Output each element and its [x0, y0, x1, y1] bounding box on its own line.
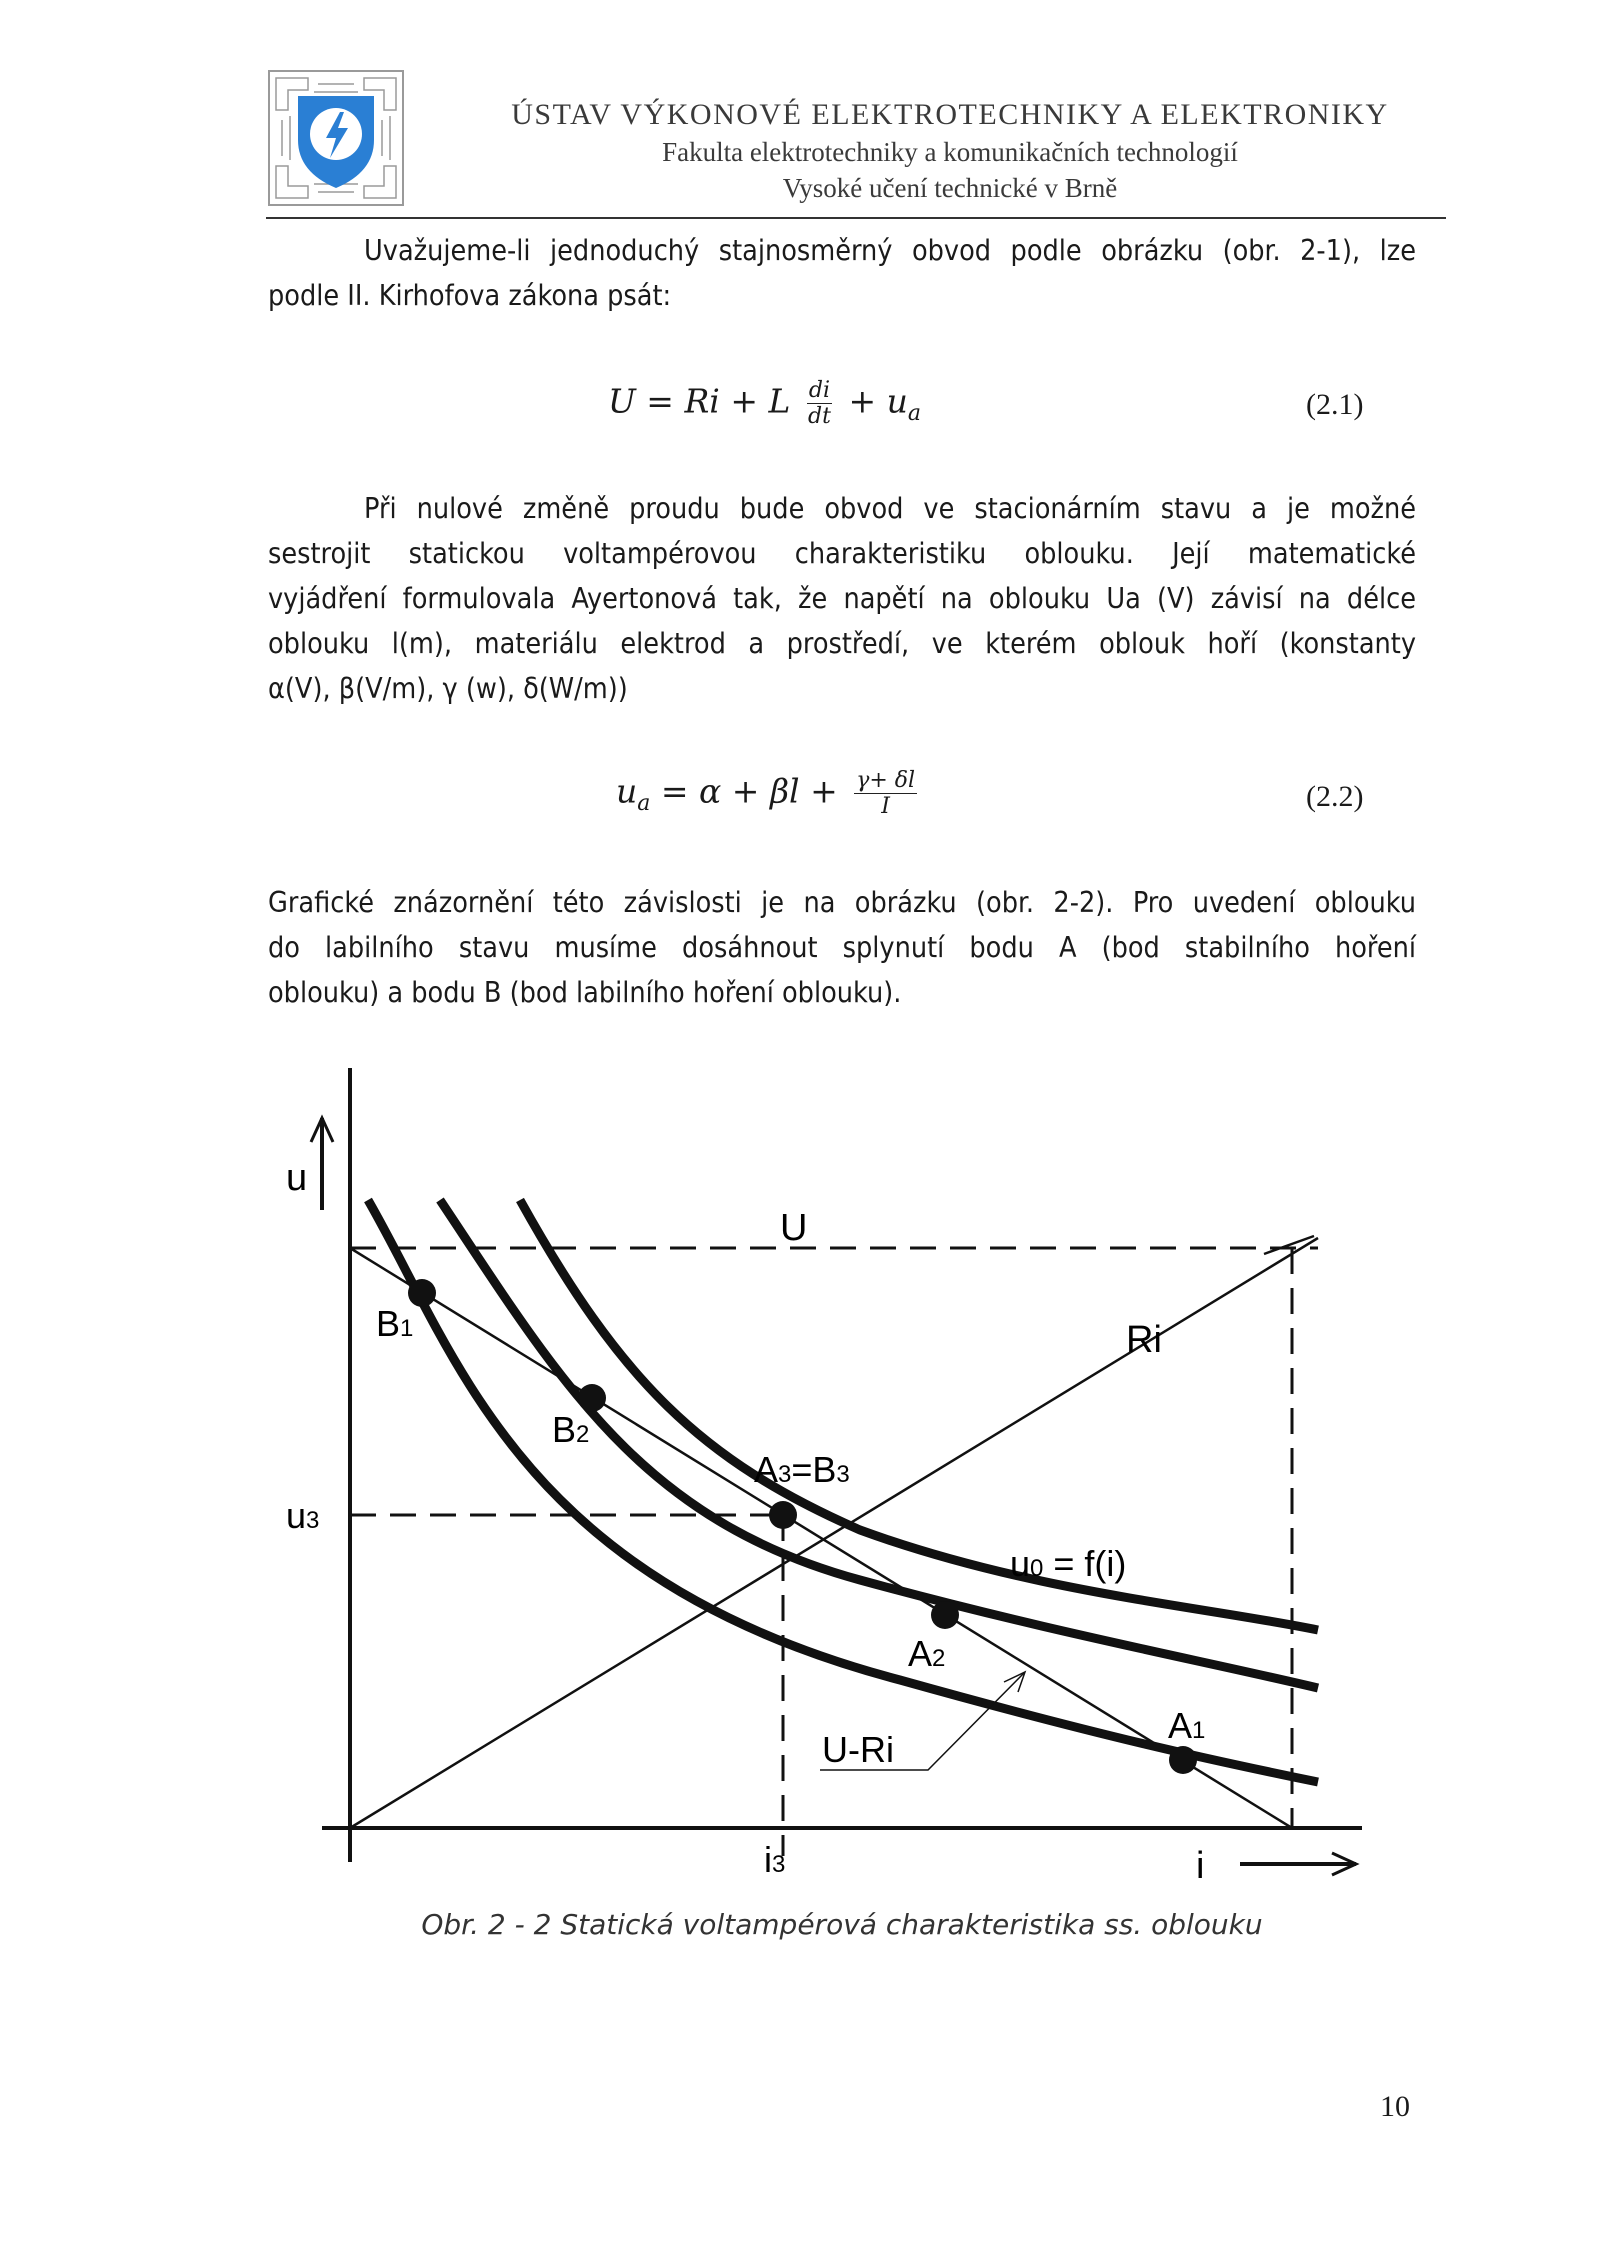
paragraph-3-line: do labilního stavu musíme dosáhnout splynutí bodu A (bod stabilního hoření	[268, 931, 1416, 964]
axis-label-u: u	[286, 1157, 308, 1199]
point-a1	[1169, 1746, 1197, 1774]
fraction-numerator: γ+ δl	[856, 768, 916, 793]
paragraph-2-line: oblouku l(m), materiálu elektrod a prostředí, ve kterém oblouk hoří (konstanty	[268, 627, 1416, 660]
paragraph-2-line: Při nulové změně proudu bude obvod ve stacionárním stavu a je možné	[364, 492, 1416, 525]
fraction-denominator: I	[881, 794, 890, 819]
label-ri: Ri	[1126, 1319, 1162, 1361]
label-u-ri: U-Ri	[822, 1729, 894, 1770]
paragraph-1-line: podle II. Kirhofova zákona psát:	[268, 279, 672, 312]
paragraph-2-line: α(V), β(V/m), γ (w), δ(W/m))	[268, 672, 628, 705]
label-a1: A1	[1168, 1705, 1206, 1746]
equation-rhs: + u	[848, 381, 908, 421]
equation-number: (2.1)	[1306, 388, 1364, 421]
paragraph-2-line: sestrojit statickou voltampérovou charakteristiku oblouku. Její matematické	[268, 537, 1416, 570]
label-a3-b3: A3=B3	[754, 1449, 850, 1490]
equation-subscript: a	[907, 401, 922, 427]
header-institute: ÚSTAV VÝKONOVÉ ELEKTROTECHNIKY A ELEKTRONIKY	[511, 98, 1389, 131]
paragraph-3-line: oblouku) a bodu B (bod labilního hoření oblouku).	[268, 976, 902, 1009]
header-university: Vysoké učení technické v Brně	[782, 173, 1118, 203]
label-b2: B2	[552, 1409, 590, 1450]
paragraph-2-line: vyjádření formulovala Ayertonová tak, že napětí na oblouku Ua (V) závisí na délce	[268, 582, 1416, 615]
label-a2: A2	[908, 1633, 946, 1674]
equation-lhs: u	[616, 771, 638, 811]
label-u0-fi: u0 = f(i)	[1010, 1543, 1127, 1584]
label-source-voltage: U	[780, 1207, 808, 1249]
point-a3-b3	[769, 1501, 797, 1529]
equation-number: (2.2)	[1306, 780, 1364, 813]
fraction-denominator: dt	[807, 404, 831, 429]
point-b1	[408, 1279, 436, 1307]
axis-label-i: i	[1196, 1845, 1205, 1887]
point-a2	[931, 1601, 959, 1629]
fraction-numerator: di	[808, 378, 831, 403]
equation-middle: = α + βl +	[660, 771, 838, 811]
paragraph-3-line: Grafické znázornění této závislosti je na obrázku (obr. 2-2). Pro uvedení oblouku	[268, 886, 1416, 919]
point-b2	[578, 1384, 606, 1412]
page-number: 10	[1380, 2090, 1410, 2123]
label-i3: i3	[764, 1839, 786, 1880]
paragraph-1-line: Uvažujeme-li jednoduchý stajnosměrný obvod podle obrázku (obr. 2-1), lze	[364, 234, 1416, 267]
equation-subscript: a	[637, 791, 651, 817]
curve-1	[368, 1200, 1318, 1782]
figure-caption: Obr. 2 - 2 Statická voltampérová charakteristika ss. oblouku	[421, 1908, 1263, 1941]
equation-lhs: U = Ri + L	[608, 381, 791, 421]
label-b1: B1	[376, 1303, 414, 1344]
label-u3: u3	[286, 1495, 320, 1536]
header-faculty: Fakulta elektrotechniky a komunikačních technologií	[662, 137, 1238, 167]
